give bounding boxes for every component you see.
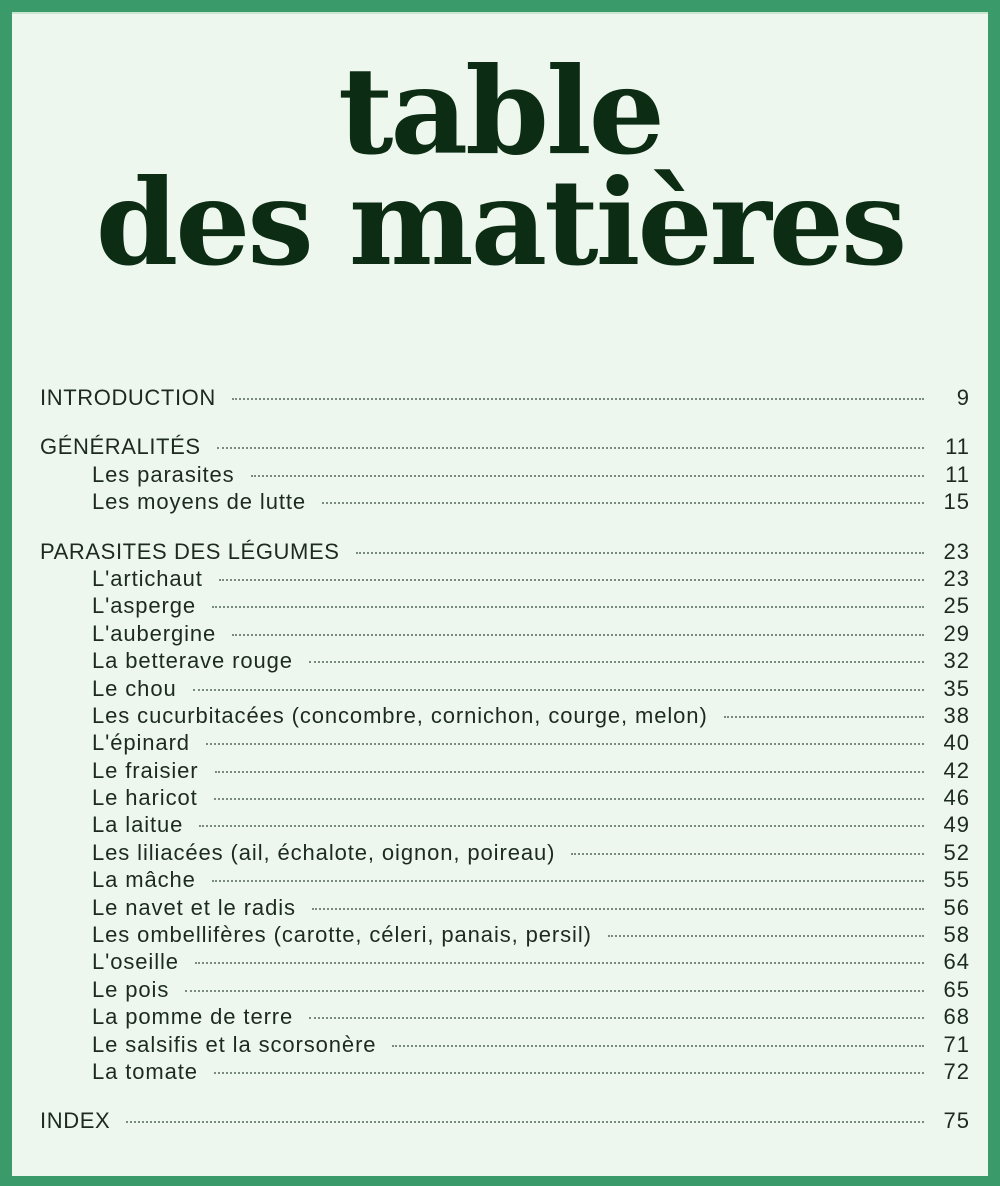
dot-leader <box>212 880 924 882</box>
page-number: 25 <box>943 593 970 619</box>
toc-section-parasites-des-legumes <box>40 538 970 565</box>
toc-entry-les-cucurbitacees-concombre-cornichon-courge-melon <box>40 702 970 729</box>
title-line-2: des matières <box>95 153 905 292</box>
dot-leader <box>232 398 924 400</box>
toc-entry-le-haricot <box>40 784 970 811</box>
page-number: 35 <box>943 675 970 701</box>
dot-leader <box>126 1121 924 1123</box>
dot-leader <box>392 1045 924 1047</box>
entry-title: La betterave rouge <box>92 648 293 674</box>
section-title: INTRODUCTION <box>40 385 216 410</box>
page-number: 68 <box>943 1004 970 1030</box>
toc-entry-le-navet-et-le-radis <box>40 894 970 921</box>
entry-title: La pomme de terre <box>92 1004 294 1030</box>
toc-entry-la-laitue <box>40 811 970 838</box>
toc-entry-l-aubergine <box>40 620 970 647</box>
page-number: 38 <box>943 702 970 728</box>
section-title: PARASITES DES LÉGUMES <box>40 538 340 564</box>
toc-entry-les-moyens-de-lutte <box>40 488 970 515</box>
section-gap <box>40 411 970 433</box>
toc-entry-la-tomate <box>40 1058 970 1085</box>
toc-entry-les-ombelliferes-carotte-celeri-panais-persil <box>40 921 970 948</box>
toc-entry-le-chou <box>40 675 970 702</box>
page-number: 71 <box>943 1031 970 1057</box>
dot-leader <box>217 447 924 449</box>
section-gap <box>40 1085 970 1107</box>
entry-title: L'épinard <box>92 730 190 756</box>
entry-title: Le salsifis et la scorsonère <box>92 1031 377 1057</box>
dot-leader <box>219 579 924 581</box>
dot-leader <box>215 771 925 773</box>
entry-title: Les liliacées (ail, échalote, oignon, poireau) <box>92 839 556 865</box>
entry-title: La tomate <box>92 1058 198 1084</box>
entry-title: Le pois <box>92 976 170 1002</box>
page-number: 49 <box>943 812 970 838</box>
entry-title: Les moyens de lutte <box>92 489 306 515</box>
toc-entry-le-fraisier <box>40 757 970 784</box>
page-number: 42 <box>943 757 970 783</box>
page-number: 55 <box>943 867 970 893</box>
toc-entry-l-epinard <box>40 729 970 756</box>
dot-leader <box>185 990 924 992</box>
page-number: 64 <box>943 949 970 975</box>
page-number: 65 <box>943 976 970 1002</box>
page-number: 58 <box>943 922 970 948</box>
toc-section-generalites <box>40 433 970 460</box>
page-number: 23 <box>943 565 970 591</box>
page-number: 40 <box>943 730 970 756</box>
toc-entry-l-artichaut <box>40 565 970 592</box>
table-of-contents <box>40 384 970 1135</box>
dot-leader <box>193 689 924 691</box>
page-number: 32 <box>943 648 970 674</box>
document-page <box>12 12 988 1176</box>
page-number: 29 <box>943 620 970 646</box>
toc-entry-la-betterave-rouge <box>40 647 970 674</box>
dot-leader <box>322 502 924 504</box>
toc-entry-le-pois <box>40 976 970 1003</box>
page-number: 11 <box>945 434 970 460</box>
toc-entry-la-mache <box>40 866 970 893</box>
section-title: GÉNÉRALITÉS <box>40 434 201 460</box>
entry-title: L'asperge <box>92 593 197 619</box>
toc-entry-le-salsifis-et-la-scorsonere <box>40 1031 970 1058</box>
dot-leader <box>724 716 924 718</box>
dot-leader <box>214 1072 924 1074</box>
toc-entry-l-asperge <box>40 592 970 619</box>
entry-title: Les cucurbitacées (concombre, cornichon, courge, melon) <box>92 702 708 728</box>
page-number: 56 <box>943 894 970 920</box>
entry-title: Les parasites <box>92 461 235 487</box>
dot-leader <box>312 908 924 910</box>
page-number: 23 <box>943 538 970 564</box>
dot-leader <box>212 606 924 608</box>
entry-title: L'aubergine <box>92 620 217 646</box>
section-gap <box>40 516 970 538</box>
dot-leader <box>199 825 924 827</box>
dot-leader <box>309 661 924 663</box>
entry-title: La laitue <box>92 812 184 838</box>
toc-entry-les-parasites <box>40 461 970 488</box>
entry-title: L'artichaut <box>92 565 203 591</box>
dot-leader <box>571 853 924 855</box>
title-line-1: table <box>337 41 663 182</box>
page-number: 52 <box>943 839 970 865</box>
dot-leader <box>251 475 924 477</box>
page-number: 75 <box>943 1108 970 1134</box>
entry-title: Les ombellifères (carotte, céleri, panais, persil) <box>92 922 592 948</box>
dot-leader <box>608 935 924 937</box>
page-number: 72 <box>943 1058 970 1084</box>
toc-section-introduction <box>40 384 970 411</box>
entry-title: La mâche <box>92 867 196 893</box>
dot-leader <box>206 743 924 745</box>
dot-leader <box>309 1017 924 1019</box>
page-number: 9 <box>956 385 970 410</box>
toc-entry-l-oseille <box>40 948 970 975</box>
toc-entry-la-pomme-de-terre <box>40 1003 970 1030</box>
dot-leader <box>195 962 924 964</box>
entry-title: Le haricot <box>92 785 198 811</box>
section-title: INDEX <box>40 1108 111 1134</box>
entry-title: Le chou <box>92 675 177 701</box>
toc-entry-les-liliacees-ail-echalote-oignon-poireau <box>40 839 970 866</box>
toc-section-index <box>40 1107 970 1134</box>
page-number: 46 <box>943 785 970 811</box>
entry-title: Le fraisier <box>92 757 199 783</box>
entry-title: L'oseille <box>92 949 179 975</box>
page-number: 15 <box>943 489 970 515</box>
dot-leader <box>214 798 924 800</box>
page-number: 11 <box>945 461 970 487</box>
entry-title: Le navet et le radis <box>92 894 296 920</box>
dot-leader <box>232 634 924 636</box>
dot-leader <box>356 552 925 554</box>
